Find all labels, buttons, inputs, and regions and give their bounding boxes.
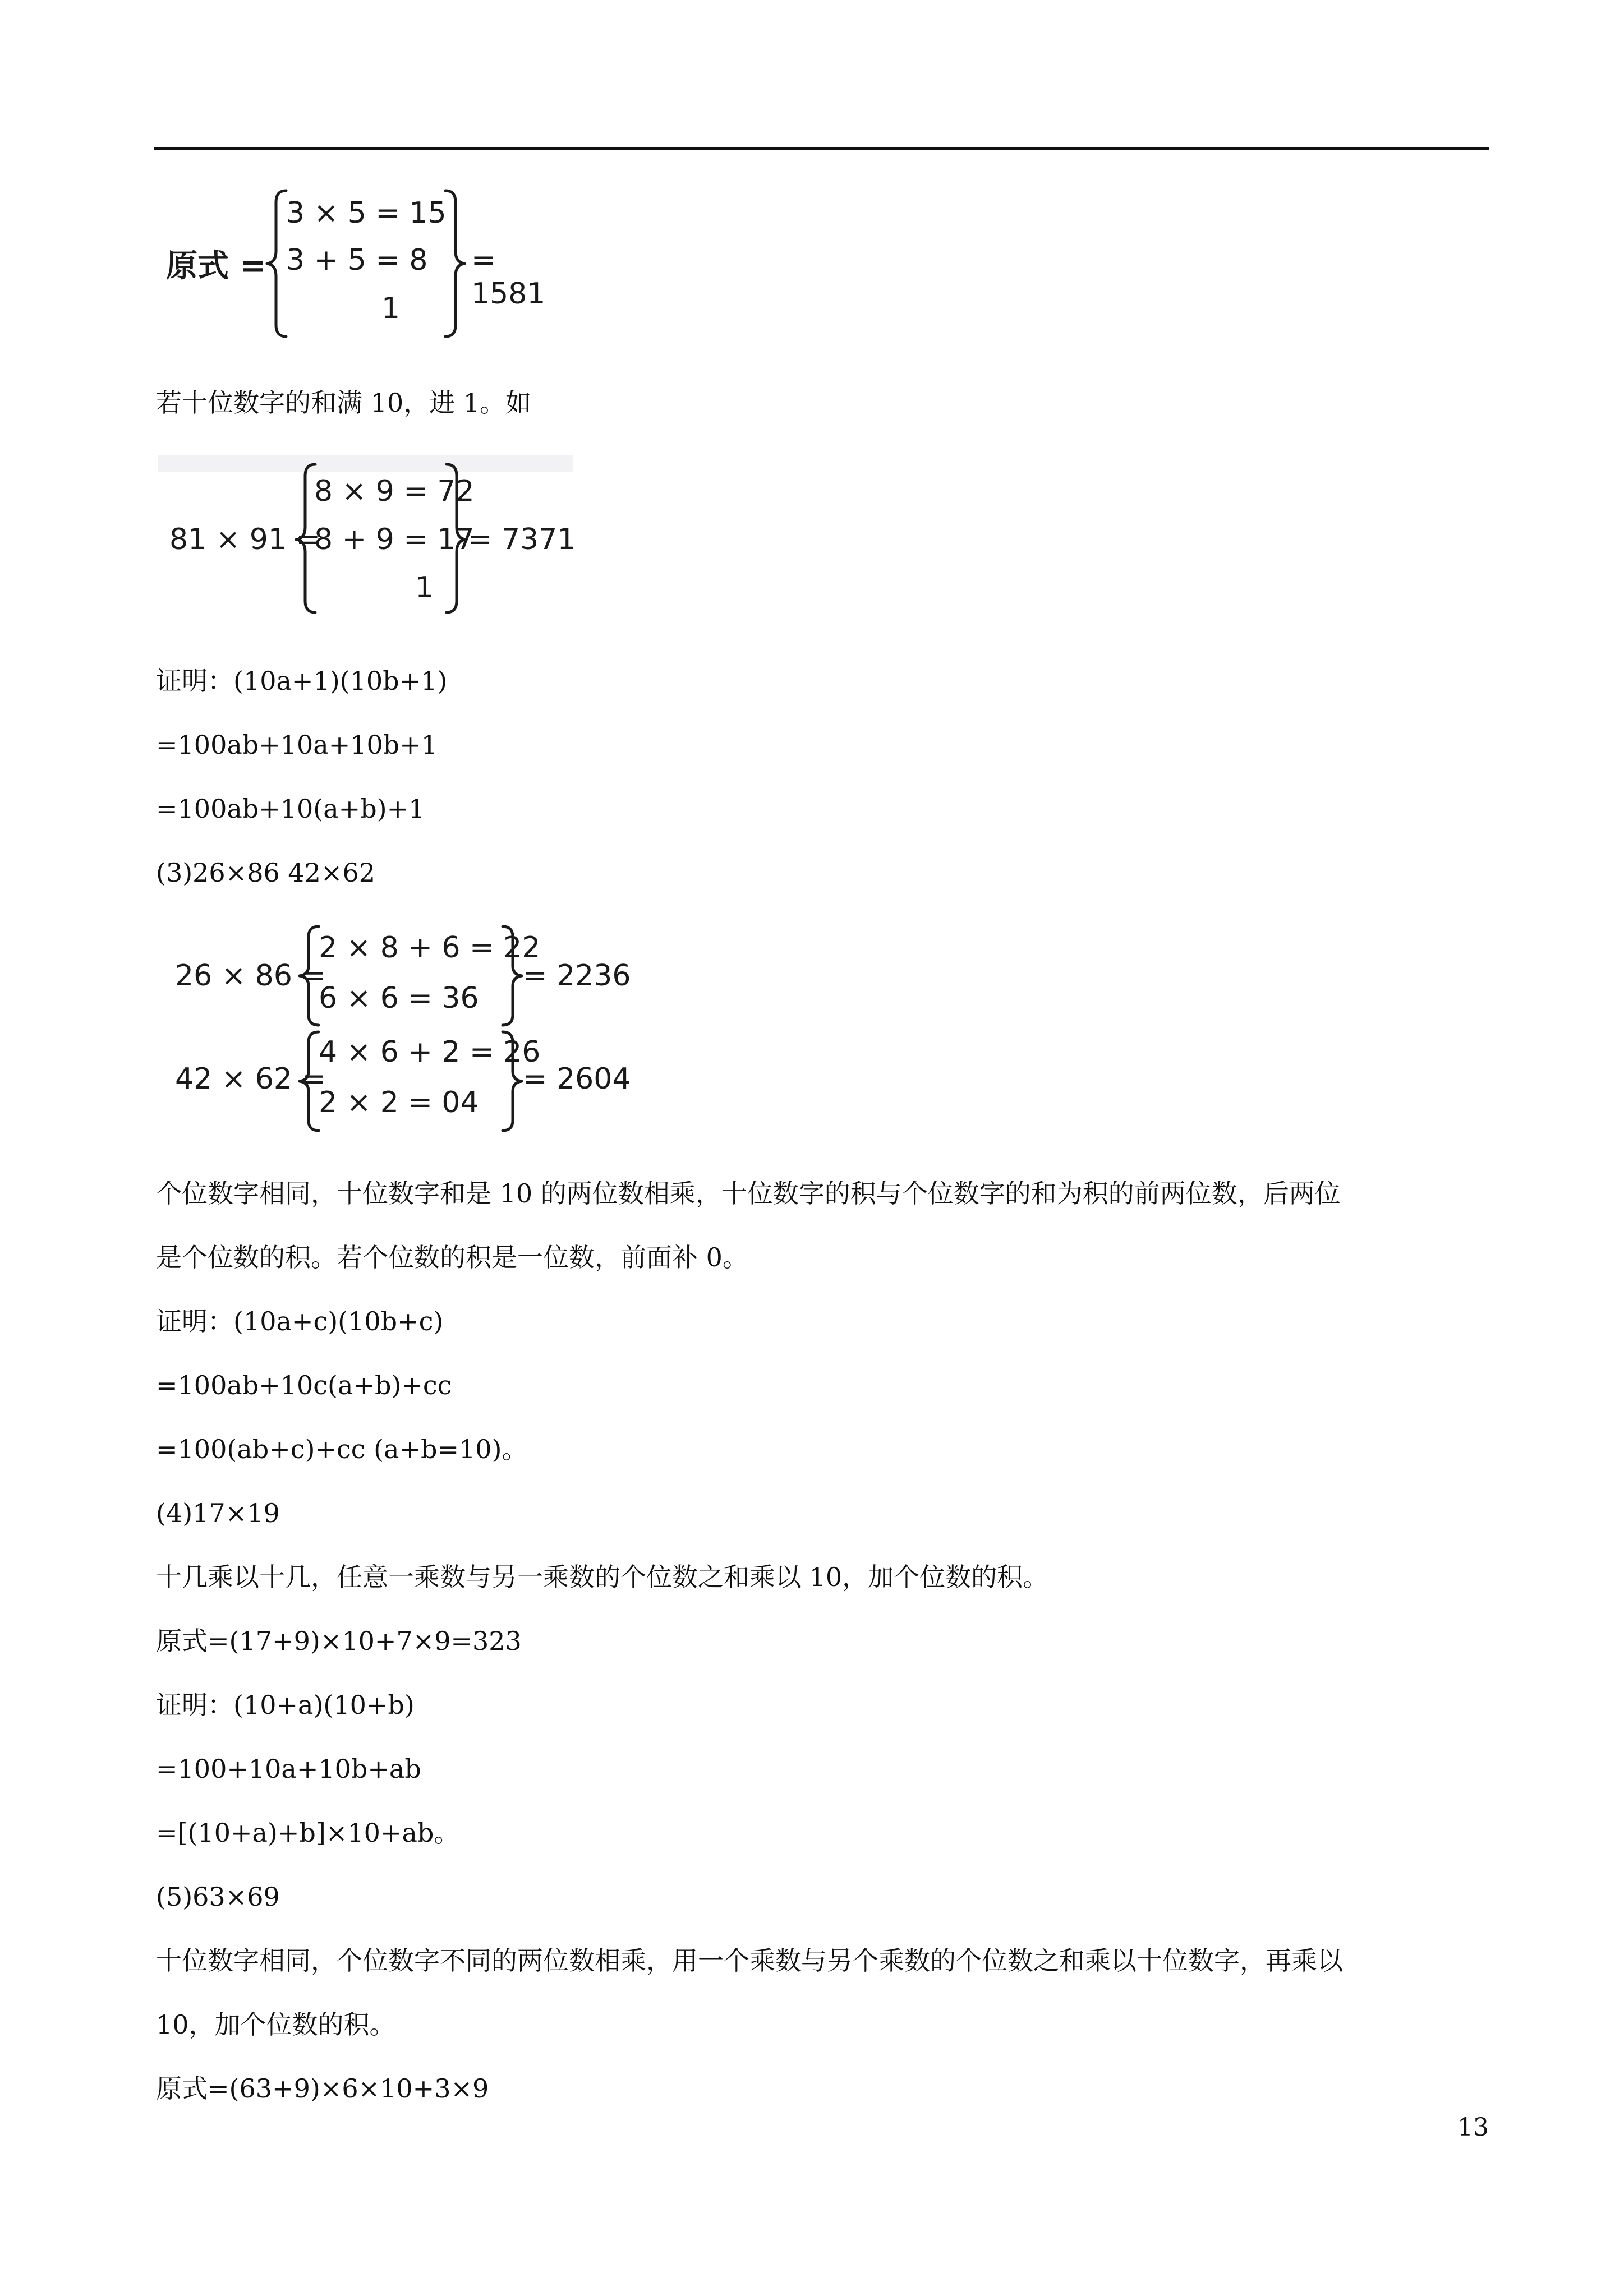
formula-rhs: = 7371 bbox=[468, 523, 576, 556]
system-row: 3 + 5 = 8 bbox=[286, 243, 428, 277]
proof-line: =100(ab+c)+cc (a+b=10)。 bbox=[156, 1434, 528, 1464]
formula-image-3 bbox=[158, 920, 641, 1144]
formula-lhs: 42 × 62 = bbox=[175, 1062, 326, 1096]
proof-line: =100ab+10(a+b)+1 bbox=[156, 794, 425, 824]
calc-line: 原式=(17+9)×10+7×9=323 bbox=[156, 1626, 522, 1656]
calc-line: 原式=(63+9)×6×10+3×9 bbox=[156, 2073, 489, 2104]
item-heading: (4)17×19 bbox=[156, 1498, 280, 1528]
formula-rhs: = 2604 bbox=[523, 1062, 631, 1096]
system-row: 3 × 5 = 15 bbox=[286, 196, 447, 230]
proof-line: =100+10a+10b+ab bbox=[156, 1754, 421, 1784]
formula-image-1 bbox=[157, 185, 546, 342]
system-row: 2 × 8 + 6 = 22 bbox=[319, 931, 541, 965]
proof-line: 证明：(10+a)(10+b) bbox=[156, 1690, 415, 1720]
system-row: 6 × 6 = 36 bbox=[319, 981, 479, 1015]
header-rule bbox=[154, 147, 1489, 150]
formula-lhs: 原式 = bbox=[166, 247, 266, 284]
system-row: 1 bbox=[381, 292, 401, 325]
proof-line: 证明：(10a+c)(10b+c) bbox=[156, 1306, 444, 1336]
formula-rhs: = 1581 bbox=[471, 243, 546, 311]
proof-line: =100ab+10c(a+b)+cc bbox=[156, 1370, 452, 1400]
formula-image-2 bbox=[158, 460, 585, 617]
text-line: 十几乘以十几，任意一乘数与另一乘数的个位数之和乘以 10，加个位数的积。 bbox=[156, 1562, 1049, 1592]
text-line: 10，加个位数的积。 bbox=[156, 2009, 395, 2040]
text-line: 十位数字相同，个位数字不同的两位数相乘，用一个乘数与另个乘数的个位数之和乘以十位数字，再乘以 bbox=[156, 1945, 1343, 1976]
system-row: 8 × 9 = 72 bbox=[314, 474, 475, 508]
item-heading: (5)63×69 bbox=[156, 1882, 280, 1912]
item-heading: (3)26×86 42×62 bbox=[156, 857, 375, 888]
text-line: 个位数字相同，十位数字和是 10 的两位数相乘，十位数字的积与个位数字的和为积的前两位数，后两位 bbox=[156, 1178, 1341, 1209]
system-row: 1 bbox=[415, 571, 434, 605]
right-brace bbox=[438, 185, 471, 342]
page-number: 13 bbox=[1457, 2113, 1489, 2142]
text-line: 是个位数的积。若个位数的积是一位数，前面补 0。 bbox=[156, 1242, 748, 1273]
formula-rhs: = 2236 bbox=[523, 959, 631, 993]
system-row: 2 × 2 = 04 bbox=[319, 1086, 479, 1119]
text-line: 若十位数字的和满 10，进 1。如 bbox=[156, 388, 532, 418]
proof-line: 证明：(10a+1)(10b+1) bbox=[156, 666, 448, 696]
proof-line: =100ab+10a+10b+1 bbox=[156, 730, 438, 760]
right-brace bbox=[439, 460, 472, 617]
formula-lhs: 81 × 91 = bbox=[169, 523, 321, 556]
system-row: 8 + 9 = 17 bbox=[314, 523, 475, 556]
proof-line: =[(10+a)+b]×10+ab。 bbox=[156, 1818, 460, 1848]
formula-lhs: 26 × 86 = bbox=[175, 959, 326, 993]
system-row: 4 × 6 + 2 = 26 bbox=[319, 1035, 541, 1069]
